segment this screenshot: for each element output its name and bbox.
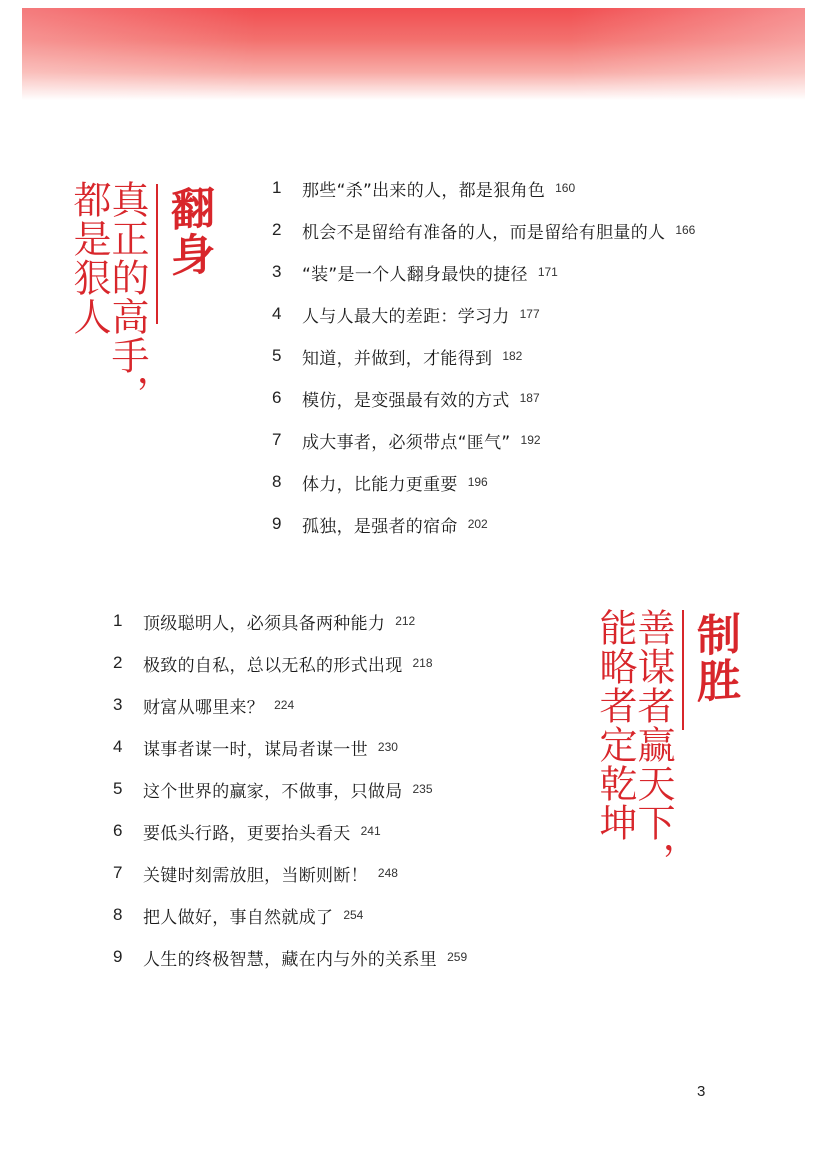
entry-page: 171 (537, 265, 558, 279)
entry-title: 模仿，是变强最有效的方式 (302, 390, 510, 411)
entry-title: 人与人最大的差距：学习力 (302, 306, 510, 327)
section-2-divider (682, 610, 684, 730)
entry-page: 235 (412, 782, 433, 796)
entry-number: 5 (272, 346, 282, 365)
toc-entry[interactable] (272, 419, 695, 461)
entry-title: 体力，比能力更重要 (302, 474, 458, 495)
entry-title: 孤独，是强者的宿命 (302, 516, 458, 537)
toc-entry[interactable] (113, 894, 467, 936)
entry-title: 极致的自私，总以无私的形式出现 (143, 655, 403, 676)
entry-number: 4 (113, 737, 123, 756)
entry-number: 6 (272, 388, 282, 407)
entry-title: “装”是一个人翻身最快的捷径 (302, 264, 528, 285)
entry-number: 9 (272, 514, 282, 533)
section-1-title (67, 180, 214, 414)
toc-entry[interactable] (113, 852, 467, 894)
section-1-subtitle-line-1: 真正的高手， (105, 180, 149, 414)
entry-page: 192 (520, 433, 541, 447)
entry-number: 6 (113, 821, 123, 840)
toc-entry[interactable] (113, 768, 467, 810)
page-number: 3 (697, 1083, 706, 1100)
entry-title: 人生的终极智慧，藏在内与外的关系里 (143, 949, 438, 970)
toc-entry[interactable] (113, 642, 467, 684)
toc-entry[interactable] (272, 251, 695, 293)
entry-page: 202 (467, 517, 488, 531)
entry-title: 顶级聪明人，必须具备两种能力 (143, 613, 386, 634)
entry-page: 166 (675, 223, 696, 237)
entry-number: 1 (113, 611, 123, 630)
entry-number: 2 (113, 653, 123, 672)
entry-title: 这个世界的赢家，不做事，只做局 (143, 781, 403, 802)
section-1-toc (272, 167, 695, 545)
entry-number: 2 (272, 220, 282, 239)
entry-page: 241 (360, 824, 381, 838)
entry-page: 212 (395, 614, 416, 628)
entry-page: 196 (467, 475, 488, 489)
toc-entry[interactable] (113, 600, 467, 642)
toc-entry[interactable] (113, 810, 467, 852)
entry-number: 7 (272, 430, 282, 449)
entry-page: 224 (274, 698, 295, 712)
entry-page: 187 (519, 391, 540, 405)
section-2-toc (113, 600, 467, 978)
toc-entry[interactable] (272, 167, 695, 209)
toc-entry[interactable] (272, 293, 695, 335)
entry-page: 182 (502, 349, 523, 363)
entry-title: 谋事者谋一时，谋局者谋一世 (143, 739, 368, 760)
entry-number: 5 (113, 779, 123, 798)
entry-title: 关键时刻需放胆，当断则断！ (143, 865, 368, 886)
section-1-keyword: 翻身 (163, 184, 214, 280)
entry-page: 248 (377, 866, 398, 880)
entry-title: 财富从哪里来？ (143, 697, 265, 718)
entry-title: 成大事者，必须带点“匪气” (302, 432, 511, 453)
entry-number: 9 (113, 947, 123, 966)
entry-page: 230 (377, 740, 398, 754)
entry-number: 1 (272, 178, 282, 197)
toc-entry[interactable] (113, 936, 467, 978)
decorative-header-band (22, 8, 805, 100)
section-1-subtitle-line-2: 都是狠人 (67, 180, 111, 336)
toc-entry[interactable] (272, 335, 695, 377)
entry-page: 259 (447, 950, 468, 964)
entry-page: 160 (555, 181, 576, 195)
entry-number: 8 (272, 472, 282, 491)
section-2-subtitle-line-2: 能略者定乾坤 (593, 608, 637, 842)
entry-page: 254 (343, 908, 364, 922)
entry-number: 3 (113, 695, 123, 714)
toc-entry[interactable] (272, 209, 695, 251)
entry-page: 218 (412, 656, 433, 670)
entry-page: 177 (519, 307, 540, 321)
entry-number: 7 (113, 863, 123, 882)
section-2-subtitle-line-1: 善谋者赢天下， (631, 608, 675, 881)
toc-entry[interactable] (272, 377, 695, 419)
toc-entry[interactable] (113, 684, 467, 726)
entry-number: 4 (272, 304, 282, 323)
entry-title: 知道，并做到，才能得到 (302, 348, 493, 369)
entry-title: 那些“杀”出来的人，都是狠角色 (302, 180, 546, 201)
toc-entry[interactable] (272, 503, 695, 545)
entry-number: 3 (272, 262, 282, 281)
section-2-keyword: 制胜 (689, 610, 740, 706)
entry-title: 机会不是留给有准备的人，而是留给有胆量的人 (302, 222, 666, 243)
entry-title: 要低头行路，更要抬头看天 (143, 823, 351, 844)
toc-entry[interactable] (113, 726, 467, 768)
entry-title: 把人做好，事自然就成了 (143, 907, 334, 928)
toc-entry[interactable] (272, 461, 695, 503)
entry-number: 8 (113, 905, 123, 924)
section-1-divider (156, 184, 158, 324)
section-2-title (593, 608, 740, 881)
